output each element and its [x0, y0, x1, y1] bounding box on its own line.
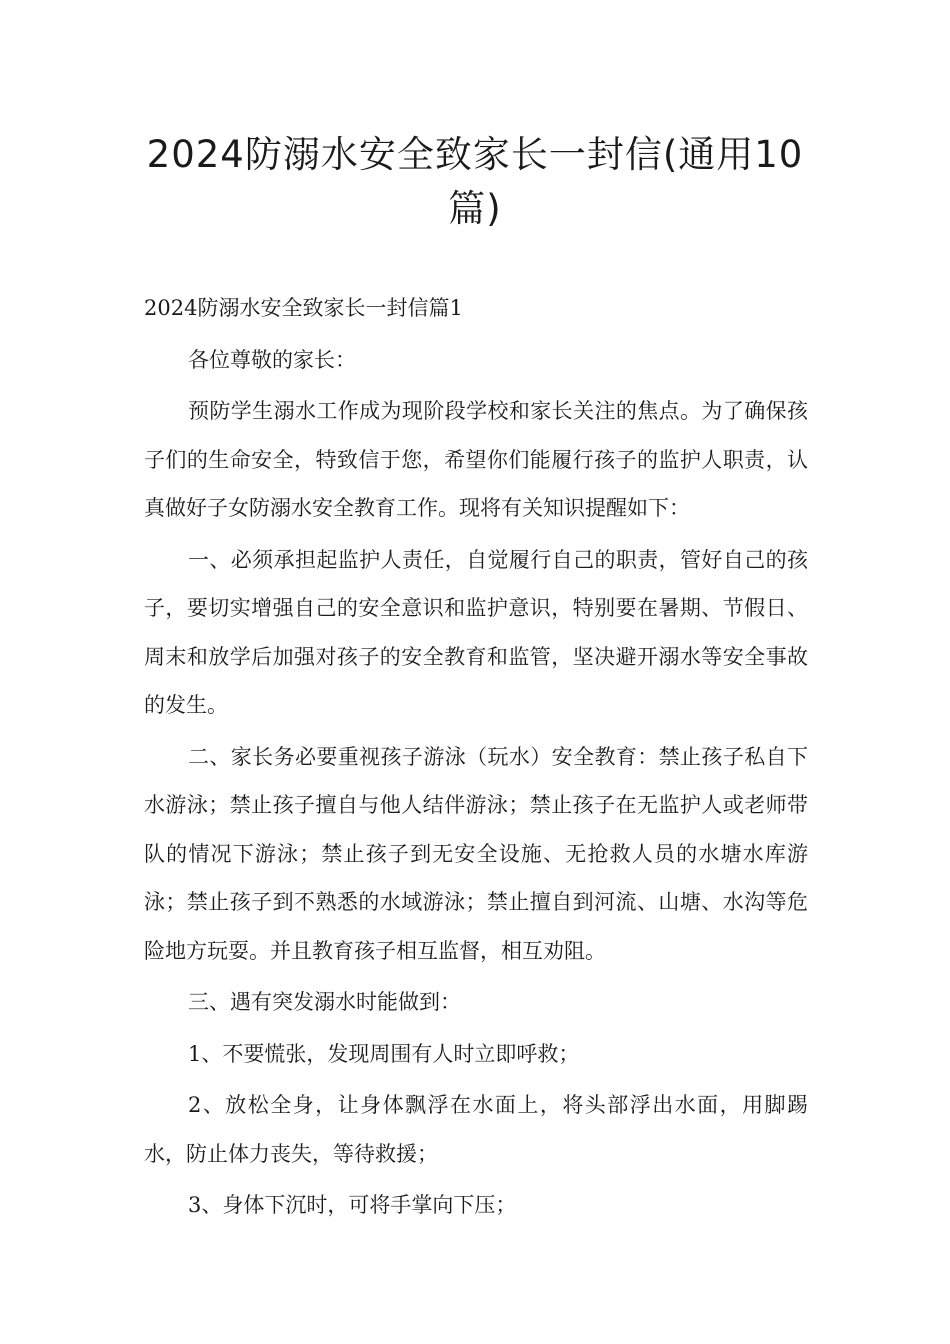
paragraph-point-1: 一、必须承担起监护人责任，自觉履行自己的职责，管好自己的孩子，要切实增强自己的安全意识和监护意识，特别要在暑期、节假日、周末和放学后加强对孩子的安全教育和监管，坚决避开溺水等安全事故的发生。 [144, 547, 808, 717]
paragraph-step-2: 2、放松全身，让身体飘浮在水面上，将头部浮出水面，用脚踢水，防止体力丧失，等待救援； [144, 1093, 808, 1166]
document-title: 2024防溺水安全致家长一封信(通用10篇) [146, 133, 804, 230]
paragraph-point-2: 二、家长务必要重视孩子游泳（玩水）安全教育：禁止孩子私自下水游泳；禁止孩子擅自与他人结伴游泳；禁止孩子在无监护人或老师带队的情况下游泳；禁止孩子到无安全设施、无抢救人员的水塘水库游泳；禁止孩子到不熟悉的水域游泳；禁止擅自到河流、山塘、水沟等危险地方玩耍。并且教育孩子相互监督，相互劝阻。 [144, 744, 808, 963]
section-heading: 2024防溺水安全致家长一封信篇1 [144, 296, 463, 320]
salutation: 各位尊敬的家长： [188, 347, 356, 372]
document-body [144, 284, 808, 1233]
paragraph-point-3-heading: 三、遇有突发溺水时能做到： [188, 990, 461, 1014]
paragraph-intro: 预防学生溺水工作成为现阶段学校和家长关注的焦点。为了确保孩子们的生命安全，特致信于您，希望你们能履行孩子的监护人职责，认真做好子女防溺水安全教育工作。现将有关知识提醒如下： [144, 399, 808, 520]
paragraph-step-1: 1、不要慌张，发现周围有人时立即呼救； [188, 1041, 580, 1066]
paragraph-step-3: 3、身体下沉时，可将手掌向下压； [188, 1193, 517, 1217]
